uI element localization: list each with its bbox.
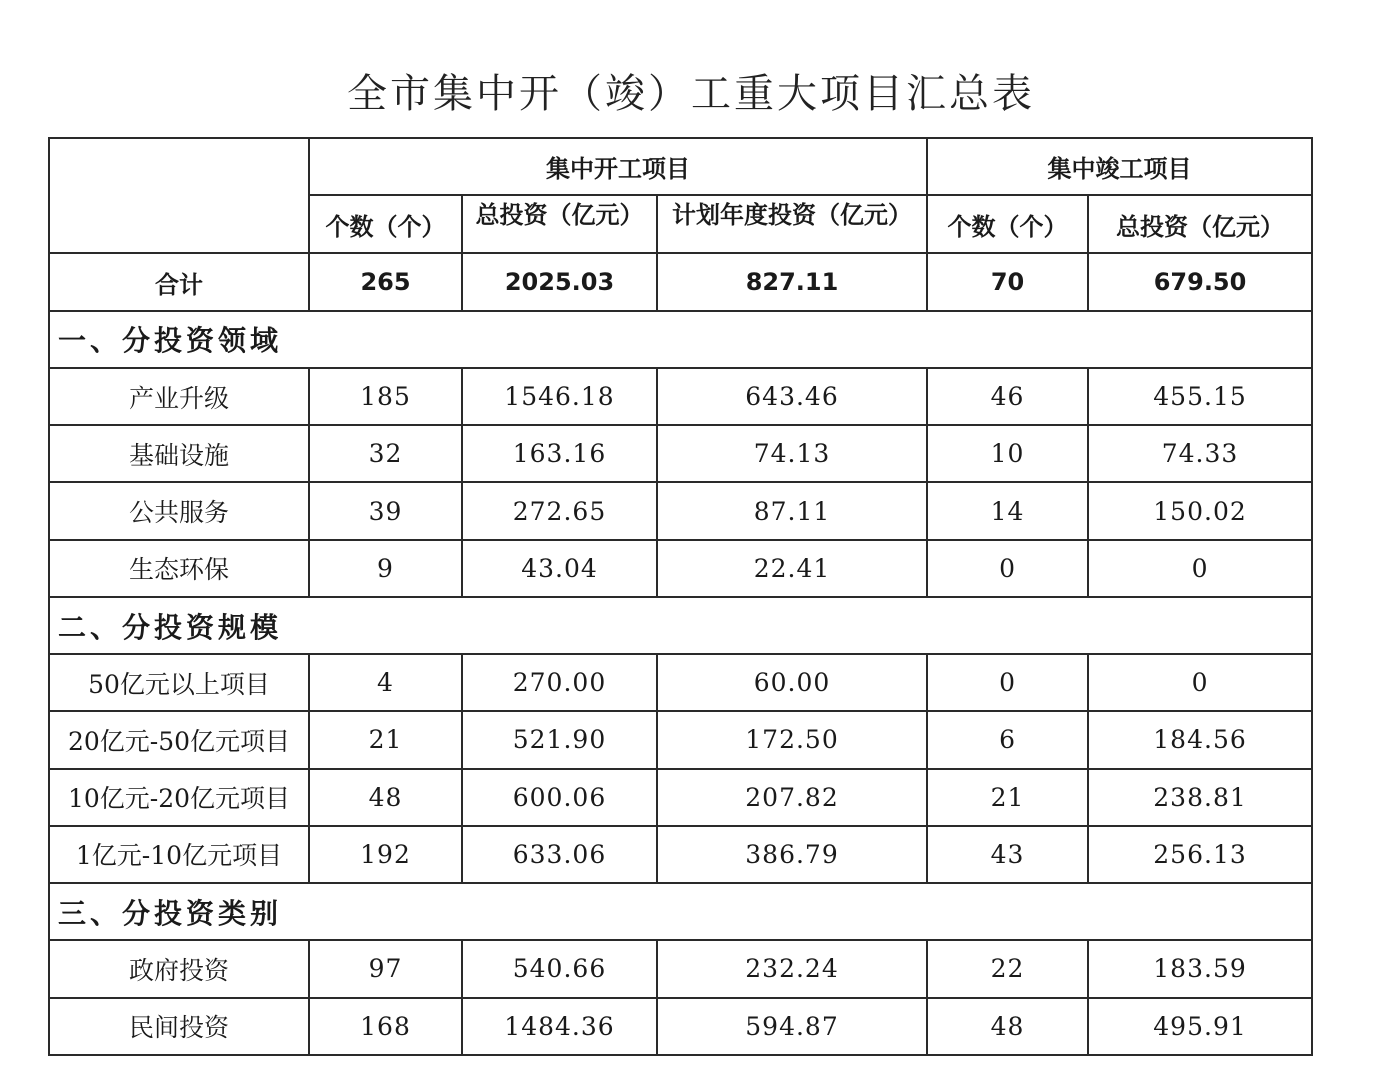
cell-complete-count: 43: [927, 826, 1088, 883]
cell-complete-total: 184.56: [1088, 711, 1312, 768]
cell-start-count: 97: [309, 940, 462, 997]
cell-complete-total: 0: [1088, 540, 1312, 597]
cell-start-count: 185: [309, 368, 462, 425]
section-header-row: [49, 311, 1312, 368]
cell-complete-count: 14: [927, 482, 1088, 539]
header-group-start: 集中开工项目: [309, 138, 927, 195]
total-row: [49, 253, 1312, 310]
cell-complete-total: 0: [1088, 654, 1312, 711]
cell-complete-total: 495.91: [1088, 998, 1312, 1055]
row-label: 50亿元以上项目: [49, 654, 309, 711]
cell-start-count: 32: [309, 425, 462, 482]
header-complete-count: 个数（个）: [927, 195, 1088, 253]
table-row: [49, 482, 1312, 539]
total-start-count: 265: [309, 253, 462, 310]
row-label: 产业升级: [49, 368, 309, 425]
cell-start-total: 43.04: [462, 540, 657, 597]
summary-table: [48, 137, 1313, 1056]
cell-complete-total: 256.13: [1088, 826, 1312, 883]
header-start-total-label: 总投资（亿元）: [475, 201, 644, 230]
cell-complete-count: 10: [927, 425, 1088, 482]
cell-start-total: 1484.36: [462, 998, 657, 1055]
cell-start-annual: 60.00: [657, 654, 927, 711]
cell-start-annual: 232.24: [657, 940, 927, 997]
table-row: [49, 654, 1312, 711]
cell-complete-count: 46: [927, 368, 1088, 425]
cell-start-total: 540.66: [462, 940, 657, 997]
cell-complete-total: 150.02: [1088, 482, 1312, 539]
total-complete-total: 679.50: [1088, 253, 1312, 310]
cell-complete-total: 238.81: [1088, 769, 1312, 826]
table-row: [49, 368, 1312, 425]
section-header-row: [49, 883, 1312, 940]
row-label: 1亿元-10亿元项目: [49, 826, 309, 883]
header-group-complete: 集中竣工项目: [927, 138, 1312, 195]
header-start-annual-label: 计划年度投资（亿元）: [672, 201, 913, 230]
cell-start-annual: 74.13: [657, 425, 927, 482]
total-complete-count: 70: [927, 253, 1088, 310]
cell-complete-total: 74.33: [1088, 425, 1312, 482]
cell-start-count: 39: [309, 482, 462, 539]
cell-complete-count: 0: [927, 540, 1088, 597]
cell-start-annual: 172.50: [657, 711, 927, 768]
header-blank-cell: [49, 138, 309, 253]
cell-complete-count: 0: [927, 654, 1088, 711]
cell-start-annual: 594.87: [657, 998, 927, 1055]
table-row: [49, 826, 1312, 883]
section-title: 一、分投资领域: [49, 311, 1312, 368]
cell-complete-count: 22: [927, 940, 1088, 997]
cell-start-count: 21: [309, 711, 462, 768]
cell-complete-count: 21: [927, 769, 1088, 826]
cell-start-count: 9: [309, 540, 462, 597]
table-row: [49, 769, 1312, 826]
cell-complete-count: 48: [927, 998, 1088, 1055]
cell-start-annual: 22.41: [657, 540, 927, 597]
cell-start-total: 521.90: [462, 711, 657, 768]
cell-start-annual: 386.79: [657, 826, 927, 883]
cell-complete-total: 455.15: [1088, 368, 1312, 425]
header-complete-total: 总投资（亿元）: [1088, 195, 1312, 253]
cell-start-count: 168: [309, 998, 462, 1055]
header-row-groups: [49, 138, 1312, 195]
row-label: 生态环保: [49, 540, 309, 597]
section-title: 三、分投资类别: [49, 883, 1312, 940]
total-label: 合计: [49, 253, 309, 310]
header-start-annual: [657, 195, 927, 253]
cell-start-count: 48: [309, 769, 462, 826]
table-row: [49, 711, 1312, 768]
row-label: 政府投资: [49, 940, 309, 997]
cell-start-count: 192: [309, 826, 462, 883]
page-title: 全市集中开（竣）工重大项目汇总表: [347, 71, 1035, 117]
cell-start-total: 272.65: [462, 482, 657, 539]
section-title: 二、分投资规模: [49, 597, 1312, 654]
row-label: 基础设施: [49, 425, 309, 482]
cell-start-total: 1546.18: [462, 368, 657, 425]
header-start-total: [462, 195, 657, 253]
cell-start-annual: 87.11: [657, 482, 927, 539]
table-row: [49, 425, 1312, 482]
row-label: 10亿元-20亿元项目: [49, 769, 309, 826]
cell-start-annual: 207.82: [657, 769, 927, 826]
cell-start-total: 163.16: [462, 425, 657, 482]
total-start-total: 2025.03: [462, 253, 657, 310]
cell-start-annual: 643.46: [657, 368, 927, 425]
row-label: 20亿元-50亿元项目: [49, 711, 309, 768]
row-label: 民间投资: [49, 998, 309, 1055]
header-start-count: 个数（个）: [309, 195, 462, 253]
cell-complete-count: 6: [927, 711, 1088, 768]
total-start-annual: 827.11: [657, 253, 927, 310]
table-row: [49, 940, 1312, 997]
cell-complete-total: 183.59: [1088, 940, 1312, 997]
cell-start-total: 600.06: [462, 769, 657, 826]
cell-start-total: 633.06: [462, 826, 657, 883]
table-row: [49, 540, 1312, 597]
cell-start-count: 4: [309, 654, 462, 711]
section-header-row: [49, 597, 1312, 654]
row-label: 公共服务: [49, 482, 309, 539]
table-row: [49, 998, 1312, 1055]
cell-start-total: 270.00: [462, 654, 657, 711]
